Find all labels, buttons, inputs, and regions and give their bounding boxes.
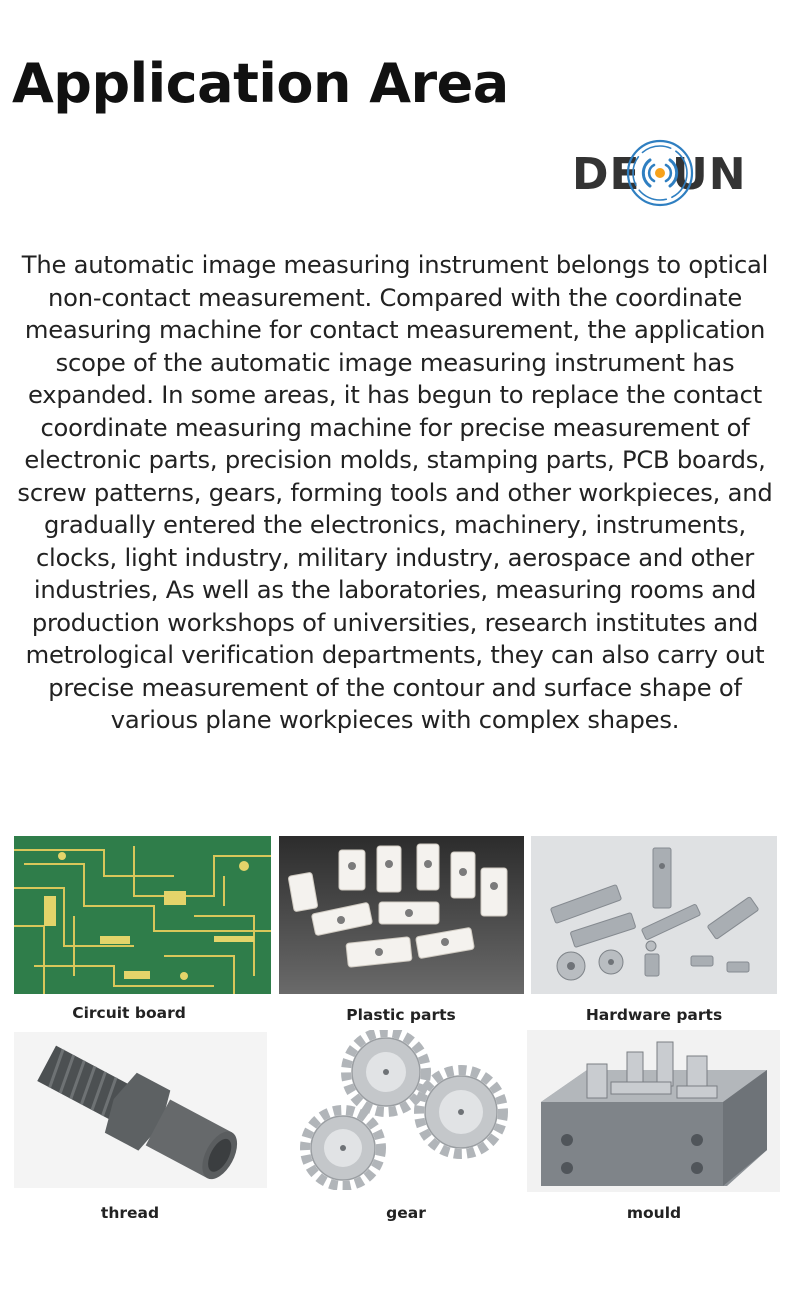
logo-dot-icon xyxy=(655,168,665,178)
brand-logo xyxy=(568,136,752,210)
caption-gear: gear xyxy=(386,1204,426,1222)
circuit-board-image xyxy=(14,836,271,994)
gear-image xyxy=(281,1030,524,1190)
hardware-parts-image xyxy=(531,836,777,994)
caption-hardware-parts: Hardware parts xyxy=(585,1006,723,1024)
page-title: Application Area xyxy=(12,52,509,115)
logo-text-right: UN xyxy=(672,149,747,200)
mould-image xyxy=(527,1030,780,1192)
logo-text-left: DE xyxy=(572,149,641,200)
plastic-parts-image xyxy=(279,836,524,994)
caption-circuit-board: Circuit board xyxy=(72,1004,186,1022)
caption-mould: mould xyxy=(626,1204,682,1222)
caption-thread: thread xyxy=(100,1204,160,1222)
description-text: The automatic image measuring instrument belongs to optical non-contact measurement. Compared with the coordinate measuring machine for contact measurement, the application scope of the automatic image measuring instrument has expanded. In some areas, it has begun to replace the contact coordinate measuring machine for precise measurement of electronic parts, precision molds, stamping parts, PCB boards, screw patterns, gears, forming tools and other workpieces, and gradually entered the electronics, machinery, instruments, clocks, light industry, military industry, aerospace and other industries, As well as the laboratories, measuring rooms and production workshops of universities, research institutes and metrological verification departments, they can also carry out precise measurement of the contour and surface shape of various plane workpieces with complex shapes. xyxy=(17,251,773,734)
caption-plastic-parts: Plastic parts xyxy=(346,1006,456,1024)
thread-image xyxy=(14,1032,267,1188)
